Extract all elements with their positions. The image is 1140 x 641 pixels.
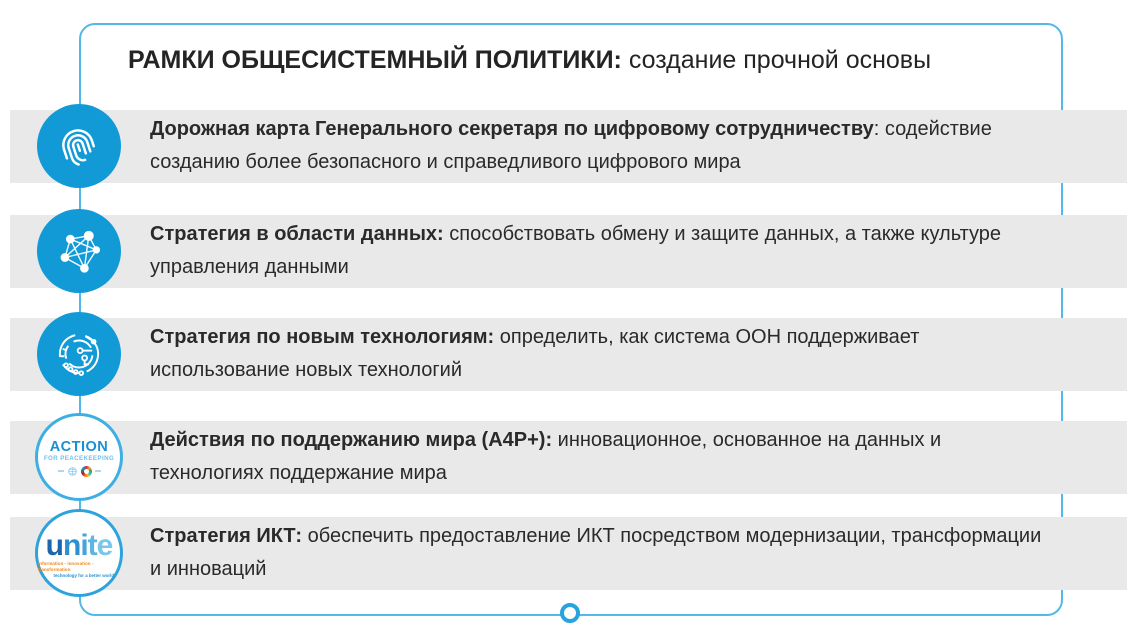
row-text [10, 421, 1127, 490]
dash-decoration [58, 470, 64, 472]
fingerprint-icon-svg [53, 120, 105, 172]
new-technology-icon-svg [52, 327, 106, 381]
un-emblem-icon [67, 466, 78, 477]
unite-tagline: information - innovation - transformation [38, 560, 94, 572]
unite-tagline-2: technology for a better world [53, 572, 114, 578]
a4p-logo-title: ACTION [49, 438, 109, 455]
unite-letter: i [80, 528, 88, 562]
row-text-regular: способствовать обмену и защите данных, а также культуре управления данными [150, 223, 1001, 278]
row-new-tech-strategy [10, 318, 1127, 391]
page-title-regular: создание прочной основы [628, 46, 932, 74]
row-text [10, 110, 1127, 179]
unite-letter: n [62, 528, 81, 562]
unite-letter: t [87, 528, 97, 562]
a4p-wheel-icon [81, 466, 92, 477]
row-text-regular: : содействие созданию более безопасного и справедливого цифрового мира [150, 118, 992, 173]
page-title [128, 44, 931, 76]
data-network-icon [37, 209, 121, 293]
dash-decoration [95, 470, 101, 472]
a4p-logo [35, 413, 123, 501]
a4p-logo-subtitle: FOR PEACEKEEPING [43, 454, 115, 462]
a4p-emblems [58, 466, 101, 477]
row-ict-strategy [10, 517, 1127, 590]
row-digital-roadmap [10, 110, 1127, 183]
row-text-bold: Дорожная карта Генерального секретаря по цифровому сотрудничеству [150, 118, 874, 140]
row-text [10, 517, 1127, 586]
fingerprint-icon [37, 104, 121, 188]
row-text-regular: определить, как система ООН поддерживает использование новых технологий [150, 326, 920, 381]
unite-letter: u [45, 528, 63, 562]
row-text [10, 318, 1127, 387]
row-text [10, 215, 1127, 284]
new-technology-icon [37, 312, 121, 396]
timeline-node [560, 603, 580, 623]
row-text-bold: Стратегия по новым технологиям: [150, 326, 495, 348]
row-text-regular: инновационное, основанное на данных и технологиях поддержание мира [150, 429, 942, 484]
row-text-regular: обеспечить предоставление ИКТ посредством модернизации, трансформации и инноваций [150, 525, 1042, 580]
row-a4p [10, 421, 1127, 494]
row-data-strategy [10, 215, 1127, 288]
row-text-bold: Действия по поддержанию мира (A4P+): [150, 429, 553, 451]
row-text-bold: Стратегия ИКТ: [150, 525, 303, 547]
unite-wordmark [45, 528, 113, 562]
data-network-icon-svg [53, 225, 105, 277]
unite-letter: e [96, 528, 113, 562]
unite-logo [35, 509, 123, 597]
page-title-bold: РАМКИ ОБЩЕСИСТЕМНЫЙ ПОЛИТИКИ: [128, 46, 622, 74]
row-text-bold: Стратегия в области данных: [150, 223, 444, 245]
